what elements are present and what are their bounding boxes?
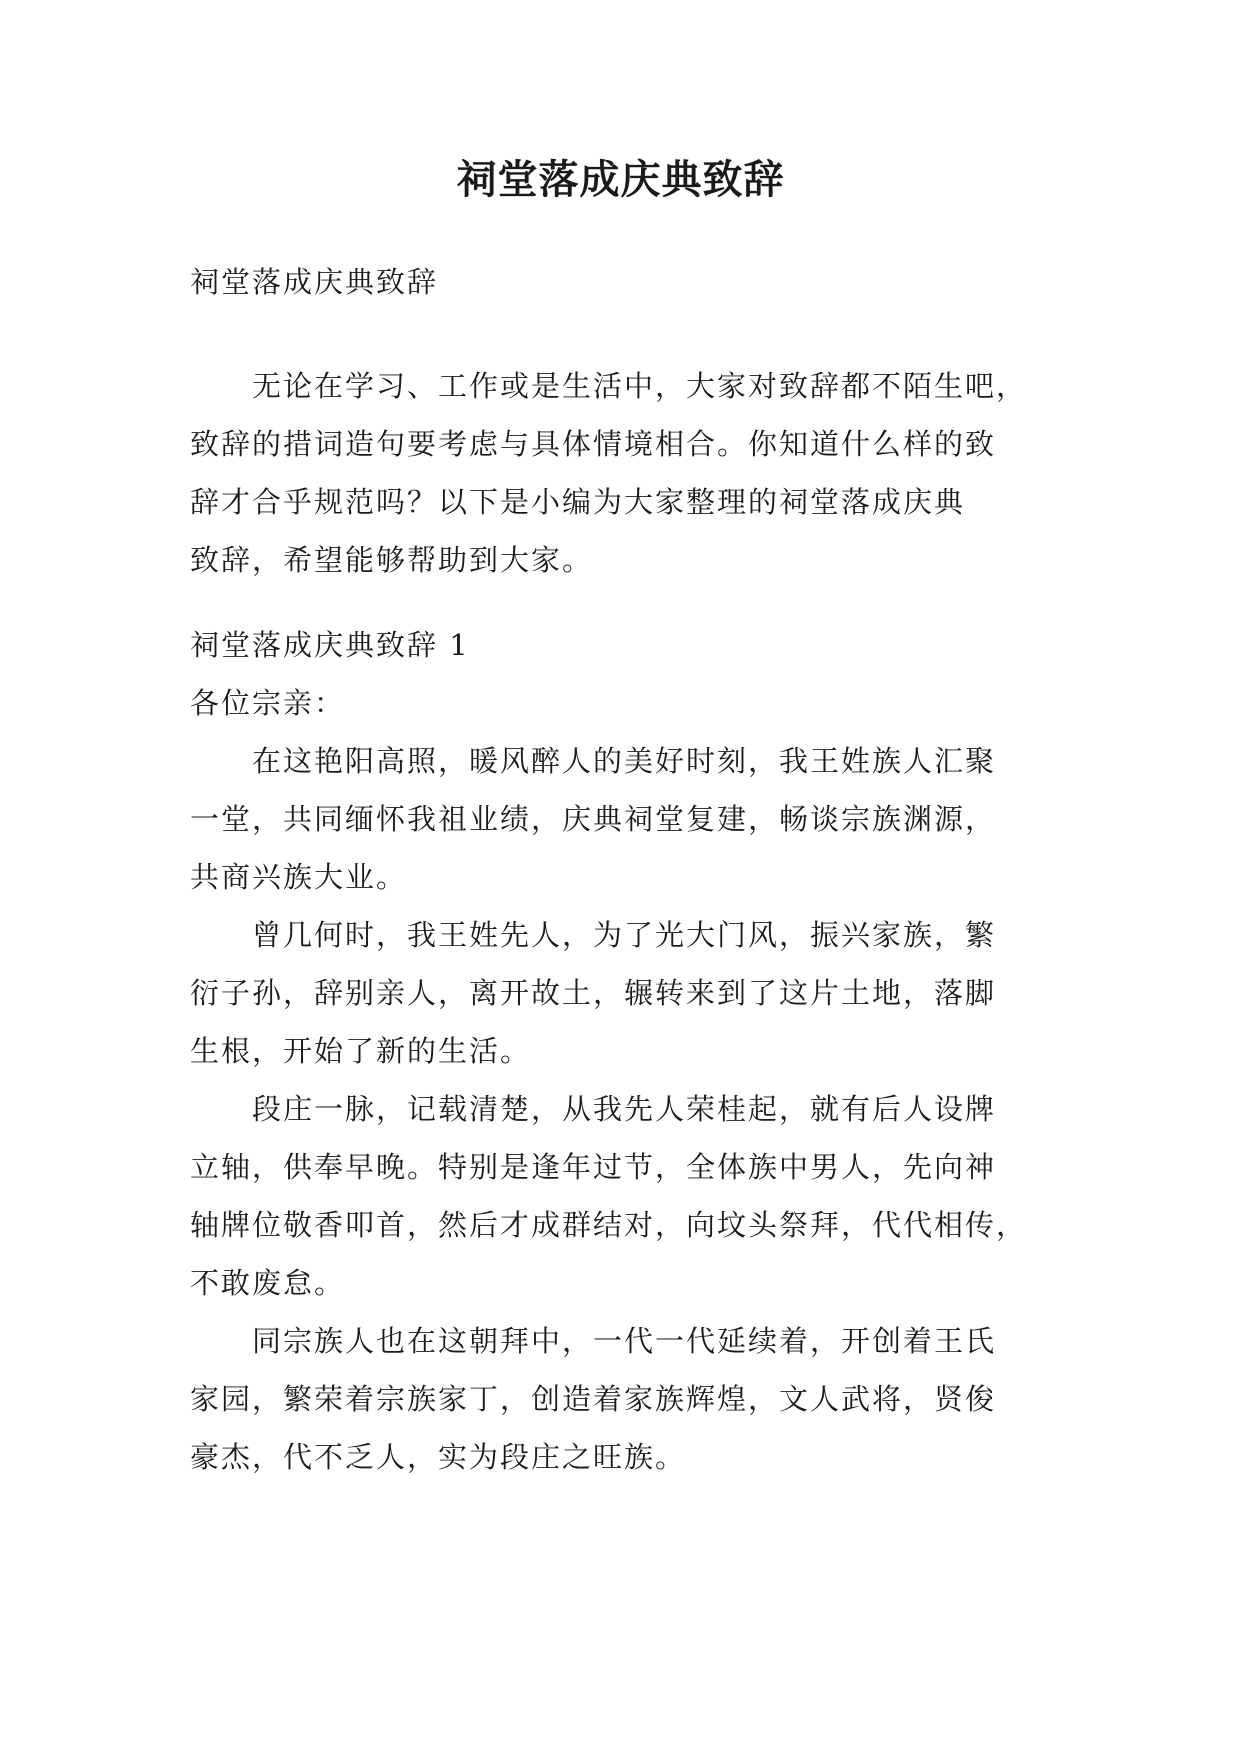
intro-line: 致辞的措词造句要考虑与具体情境相合。你知道什么样的致 xyxy=(190,427,997,461)
salutation: 各位宗亲： xyxy=(190,686,346,720)
intro-line: 辞才合乎规范吗？以下是小编为大家整理的祠堂落成庆典 xyxy=(190,485,966,519)
paragraph-line: 段庄一脉，记载清楚，从我先人荣桂起，就有后人设牌 xyxy=(190,1092,997,1126)
paragraph-line: 共商兴族大业。 xyxy=(190,860,408,894)
paragraph-line: 不敢废怠。 xyxy=(190,1266,346,1300)
document-title: 祠堂落成庆典致辞 xyxy=(456,156,785,203)
paragraph-line: 生根，开始了新的生活。 xyxy=(190,1034,532,1068)
paragraph-line: 衍子孙，辞别亲人，离开故土，辗转来到了这片土地，落脚 xyxy=(190,976,997,1010)
paragraph-line: 家园，繁荣着宗族家丁，创造着家族辉煌，文人武将，贤俊 xyxy=(190,1382,997,1416)
section-heading: 祠堂落成庆典致辞 1 xyxy=(190,628,470,662)
paragraph-line: 同宗族人也在这朝拜中，一代一代延续着，开创着王氏 xyxy=(190,1324,997,1358)
intro-line: 无论在学习、工作或是生活中，大家对致辞都不陌生吧， xyxy=(190,369,1028,403)
paragraph-line: 曾几何时，我王姓先人，为了光大门风，振兴家族，繁 xyxy=(190,918,997,952)
paragraph-line: 立轴，供奉早晚。特别是逢年过节，全体族中男人，先向神 xyxy=(190,1150,997,1184)
paragraph-line: 在这艳阳高照，暖风醉人的美好时刻，我王姓族人汇聚 xyxy=(190,744,997,778)
paragraph-line: 豪杰，代不乏人，实为段庄之旺族。 xyxy=(190,1440,687,1474)
paragraph-line: 轴牌位敬香叩首，然后才成群结对，向坟头祭拜，代代相传， xyxy=(190,1208,1028,1242)
document-subtitle: 祠堂落成庆典致辞 xyxy=(190,265,439,299)
paragraph-line: 一堂，共同缅怀我祖业绩，庆典祠堂复建，畅谈宗族渊源， xyxy=(190,802,997,836)
intro-line: 致辞，希望能够帮助到大家。 xyxy=(190,543,594,577)
